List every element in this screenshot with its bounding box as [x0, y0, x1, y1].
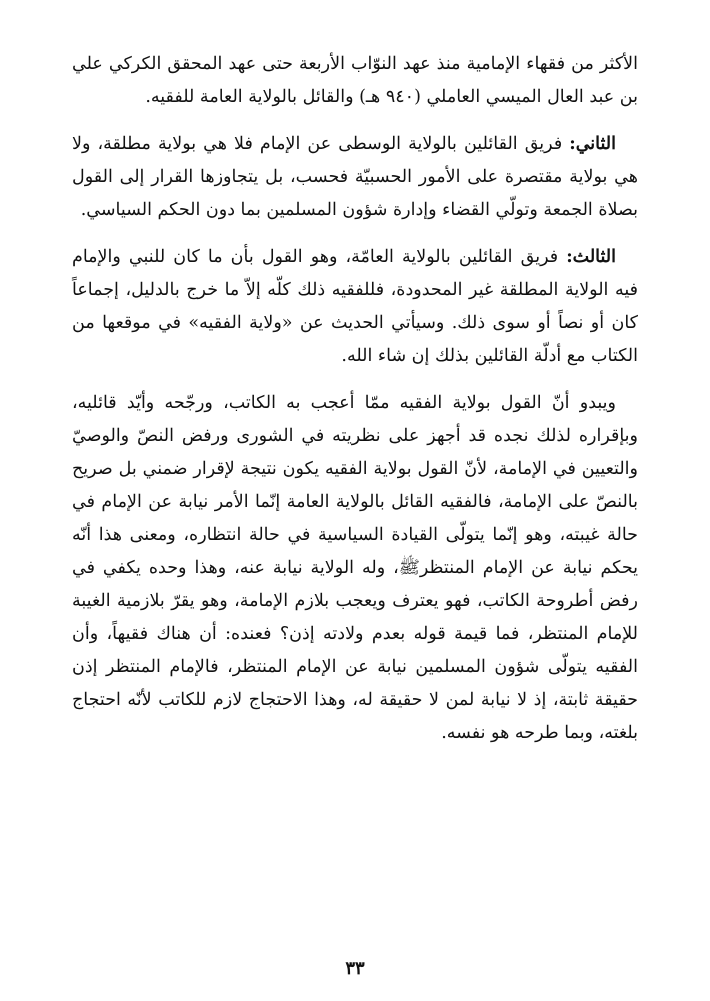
paragraph-second-group — [72, 128, 638, 227]
page-body — [72, 48, 638, 764]
paragraph-text: الأكثر من فقهاء الإمامية منذ عهد النوّاب الأربعة حتى عهد المحقق الكركي علي بن عبد العال الميسي العاملي (٩٤٠ هـ) والقائل بالولاية العامة للفقيه. — [72, 54, 638, 107]
paragraph-lead: الثالث: — [566, 247, 616, 267]
paragraph-text: فريق القائلين بالولاية العامّة، وهو القول بأن ما كان للنبي والإمام فيه الولاية المطلقة غير المحدودة، فللفقيه ذلك كلّه إلاّ ما خرج بالدليل، إجماعاً كان أو نصاً أو سوى ذلك. وسيأتي الحديث عن «ولاية الفقيه» في موقعها من الكتاب مع أدلّة القائلين بذلك إن شاء الله. — [72, 247, 638, 366]
paragraph-text: فريق القائلين بالولاية الوسطى عن الإمام فلا هي بولاية مطلقة، ولا هي بولاية مقتصرة على الأمور الحسبيّة فحسب، بل يتجاوزها القرار إلى القول بصلاة الجمعة وتولّي القضاء وإدارة شؤون المسلمين بما دون الحكم السياسي. — [72, 134, 638, 220]
paragraph-argument — [72, 387, 638, 750]
paragraph-third-group — [72, 241, 638, 373]
paragraph-text: ويبدو أنّ القول بولاية الفقيه ممّا أعجب به الكاتب، ورجّحه وأيّد قائليه، وبإقراره لذلك نجده قد أجهز على نظريته في الشورى ورفض النصّ والوصيّ والتعيين في الإمامة، لأنّ القول بولاية الفقيه يكون نتيجة لإقرار ضمني بل صريح بالنصّ على الإمامة، فالفقيه القائل بالولاية العامة إنّما الأمر نيابة عن الإمام في حالة غيبته، وهو إنّما يتولّى القيادة السياسية في حالة انتظاره، ومعنى هذا أنّه يحكم نيابة عن الإمام المنتظرﷺ، وله الولاية نيابة عنه، وهذا وحده يكفي في رفض أطروحة الكاتب، فهو يعترف ويعجب بلازم الإمامة، وهو يقرّ بلازمية الغيبة للإمام المنتظر، فما قيمة قوله بعدم ولادته إذن؟ فعنده: أن هناك فقيهاً، وأن الفقيه يتولّى شؤون المسلمين نيابة عن الإمام المنتظر، فالإمام المنتظر إذن حقيقة ثابتة، إذ لا نيابة لمن لا حقيقة له، وهذا الاحتجاج لازم للكاتب لأنّه احتجاج بلغته، وبما طرحه هو نفسه. — [72, 393, 638, 743]
paragraph-lead: الثاني: — [569, 134, 616, 154]
page-number: ٣٣ — [345, 958, 365, 979]
paragraph-continuation — [72, 48, 638, 114]
